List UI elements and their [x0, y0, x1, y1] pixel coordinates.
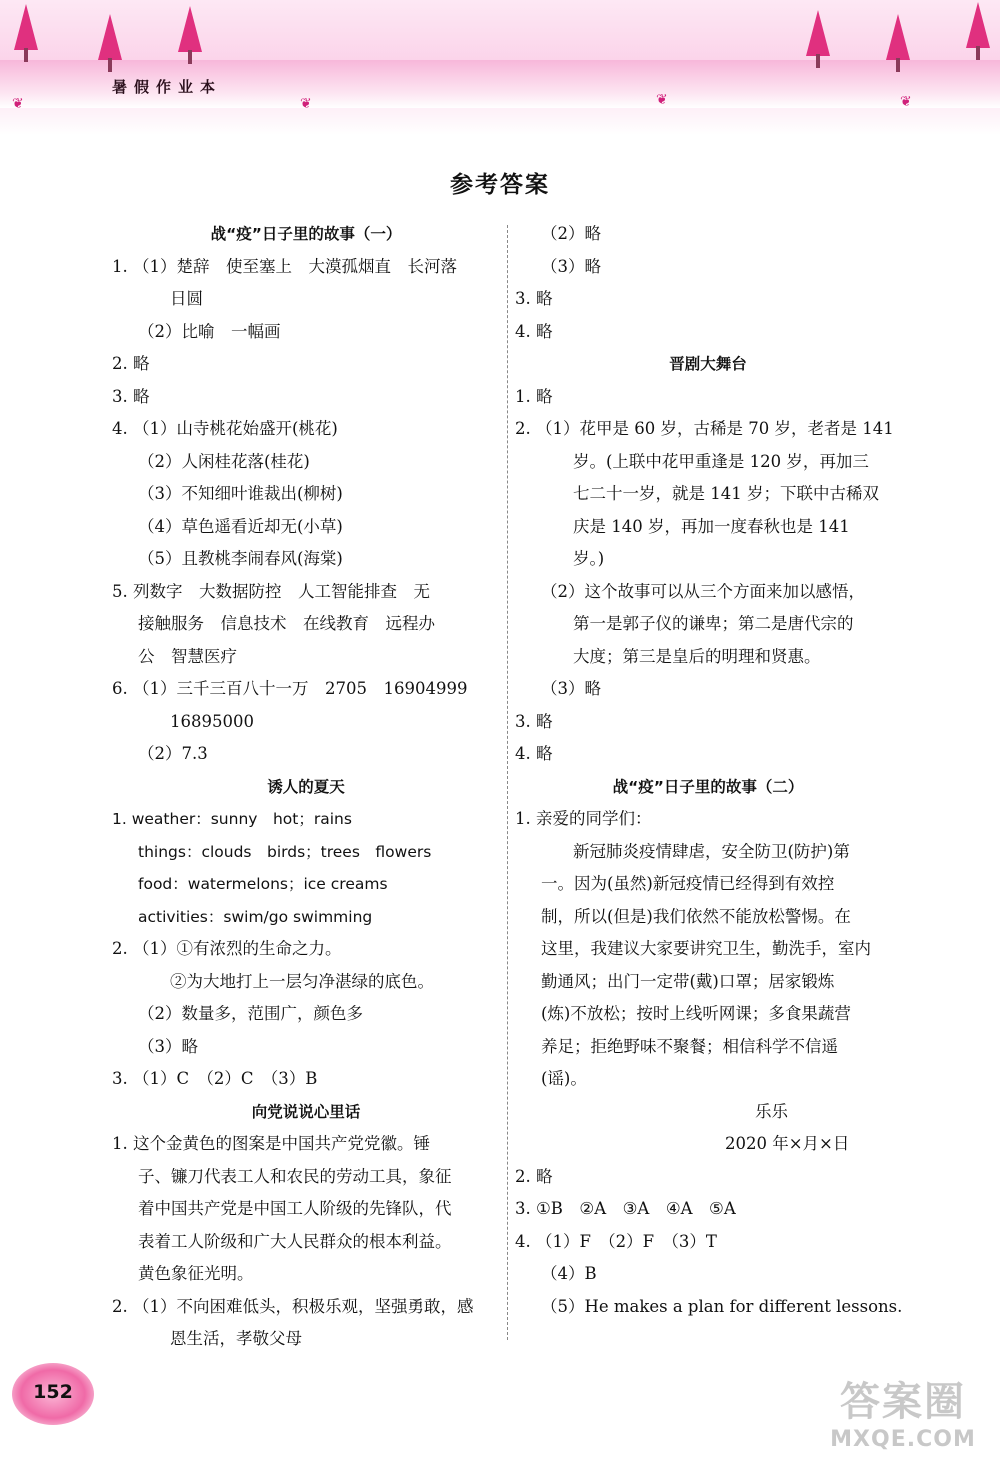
answer-line: （2）7.3 — [138, 744, 208, 763]
tree-icon — [14, 4, 38, 50]
answer-line: 16895000 — [170, 711, 254, 731]
page-title: 参考答案 — [450, 172, 550, 198]
answer-line: （4）草色遥看近却无(小草) — [138, 516, 343, 536]
answer-line: 6. （1）三千三百八十一万 2705 16904999 — [112, 679, 468, 698]
answer-line: 养足；拒绝野味不聚餐；相信科学不信遥 — [541, 1036, 838, 1056]
answer-line: activities：swim/go swimming — [138, 907, 373, 926]
section-title: 诱人的夏天 — [267, 777, 345, 796]
series-title: 暑假作业本 — [112, 78, 223, 96]
butterfly-icon: ❦ — [300, 96, 312, 112]
answer-line: 恩生活，孝敬父母 — [170, 1329, 302, 1348]
answer-line: ②为大地打上一层匀净湛绿的底色。 — [170, 971, 434, 991]
answer-line: 接触服务 信息技术 在线教育 远程办 — [138, 614, 435, 633]
answer-line: 大度；第三是皇后的明理和贤惠。 — [573, 646, 821, 666]
section-title: 战“疫”日子里的故事（二） — [612, 777, 804, 796]
answer-line: 七二十一岁，就是 141 岁；下联中古稀双 — [573, 484, 879, 503]
page-number-badge — [12, 1363, 94, 1425]
watermark-cn: 答案圈 — [840, 1379, 966, 1425]
answer-line: (炼)不放松；按时上线听网课；多食果蔬营 — [541, 1004, 851, 1023]
answer-line: （2）比喻 一幅画 — [138, 321, 281, 341]
answer-line: 4. 略 — [515, 321, 553, 341]
answer-line: （2）这个故事可以从三个方面来加以感悟， — [541, 581, 865, 601]
answer-line: 2. （1）不向困难低头，积极乐观，坚强勇敢，感 — [112, 1296, 474, 1316]
answer-line: 2. 略 — [515, 1166, 553, 1186]
answer-line: （3）略 — [541, 256, 601, 276]
answer-line: （2）人闲桂花落(桂花) — [138, 451, 310, 471]
answer-line: 3. 略 — [515, 711, 553, 731]
answer-line: 3. （1）C （2）C （3）B — [112, 1069, 318, 1088]
answer-line: 3. 略 — [112, 386, 150, 406]
answer-line: 5. 列数字 大数据防控 人工智能排查 无 — [112, 581, 430, 601]
section-title: 向党说说心里话 — [251, 1102, 361, 1121]
answer-line: 3. 略 — [515, 289, 553, 308]
answer-line: things：clouds birds；trees flowers — [138, 842, 432, 861]
watermark-url: MXQE.COM — [830, 1427, 976, 1452]
answer-line: （3）略 — [138, 1036, 198, 1056]
answer-line: 4. 略 — [515, 744, 553, 763]
right-column — [515, 218, 901, 1323]
answer-line: 一。因为(虽然)新冠疫情已经得到有效控 — [541, 874, 835, 893]
answer-line: （4）B — [541, 1264, 597, 1283]
answer-line: 这里，我建议大家要讲究卫生，勤洗手，室内 — [541, 939, 871, 958]
section-title: 晋剧大舞台 — [669, 355, 747, 373]
answer-line: 1. 略 — [515, 386, 553, 406]
answer-line: （5）且教桃李闹春风(海棠) — [138, 549, 343, 568]
answer-line: 日圆 — [170, 289, 203, 308]
tree-icon — [886, 14, 910, 60]
answer-line: （2）数量多，范围广，颜色多 — [138, 1004, 363, 1023]
answer-line: 公 智慧医疗 — [138, 646, 237, 666]
tree-icon — [178, 6, 202, 52]
answer-line: 1. weather：sunny hot；rains — [112, 810, 352, 828]
watermark — [818, 1370, 988, 1452]
answer-line: 黄色象征光明。 — [138, 1264, 254, 1283]
answer-line: 2. （1）花甲是 60 岁，古稀是 70 岁，老者是 141 — [515, 419, 894, 438]
answer-line: 岁。(上联中花甲重逢是 120 岁，再加三 — [573, 451, 869, 471]
answer-line: （3）略 — [541, 679, 601, 698]
tree-icon — [98, 14, 122, 60]
butterfly-icon: ❦ — [900, 94, 912, 110]
answer-line: 庆是 140 岁，再加一度春秋也是 141 — [573, 516, 850, 536]
answer-line: 3. ①B ②A ③A ④A ⑤A — [515, 1199, 736, 1218]
answer-line: 第一是郭子仪的谦卑；第二是唐代宗的 — [573, 614, 854, 633]
answer-line: （2）略 — [541, 224, 601, 243]
answer-line: 4. （1）山寺桃花始盛开(桃花) — [112, 419, 338, 438]
letter-date: 2020 年×月×日 — [725, 1134, 850, 1153]
answer-line: 勤通风；出门一定带(戴)口罩；居家锻炼 — [541, 971, 835, 991]
answer-line: 制，所以(但是)我们依然不能放松警惕。在 — [541, 906, 851, 926]
butterfly-icon: ❦ — [656, 92, 668, 108]
answer-line: (谣)。 — [541, 1069, 587, 1088]
section-title: 战“疫”日子里的故事（一） — [210, 225, 402, 243]
column-divider — [507, 225, 508, 1340]
answer-line: 岁。) — [573, 549, 605, 568]
tree-icon — [806, 10, 830, 56]
answer-line: 表着工人阶级和广大人民群众的根本利益。 — [138, 1231, 452, 1251]
answer-line: （5）He makes a plan for different lessons. — [541, 1296, 903, 1316]
answer-line: 1. 亲爱的同学们： — [515, 809, 652, 828]
letter-signature: 乐乐 — [755, 1101, 788, 1121]
answer-line: 着中国共产党是中国工人阶级的先锋队，代 — [138, 1199, 452, 1218]
answer-line: 4. （1）F （2）F （3）T — [515, 1231, 717, 1251]
answer-line: 2. （1）①有浓烈的生命之力。 — [112, 939, 342, 958]
answer-line: 1. （1）楚辞 使至塞上 大漠孤烟直 长河落 — [112, 256, 457, 276]
answer-line: 1. 这个金黄色的图案是中国共产党党徽。锤 — [112, 1134, 430, 1153]
page-number: 152 — [33, 1381, 73, 1403]
answer-line: 子、镰刀代表工人和农民的劳动工具，象征 — [138, 1166, 452, 1186]
answer-line: 新冠肺炎疫情肆虐，安全防卫(防护)第 — [573, 841, 850, 861]
answer-line: food：watermelons；ice creams — [138, 875, 388, 893]
answer-line: 2. 略 — [112, 354, 150, 373]
tree-icon — [966, 2, 990, 48]
header-banner — [0, 0, 1000, 135]
butterfly-icon: ❦ — [12, 96, 24, 112]
left-column — [112, 218, 500, 1356]
answer-line: （3）不知细叶谁裁出(柳树) — [138, 484, 343, 503]
